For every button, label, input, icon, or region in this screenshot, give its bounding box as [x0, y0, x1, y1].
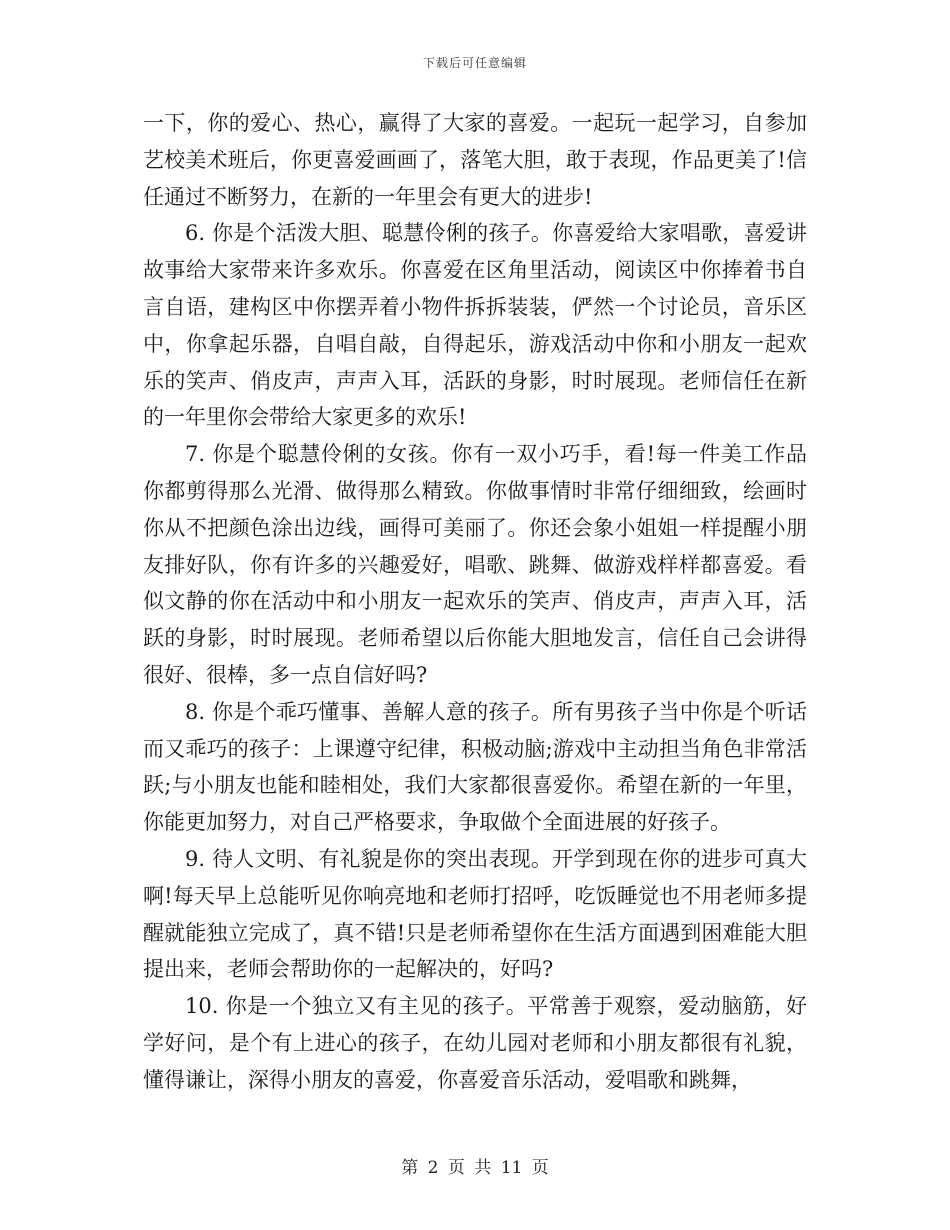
page-number-footer: 第 2 页 共 11 页 [401, 1158, 549, 1178]
page-header: 下载后可任意编辑 [422, 56, 527, 70]
paragraph-item-10: 10. 你是一个独立又有主见的孩子。平常善于观察，爱动脑筋，好学好问，是个有上进心的孩子，在幼儿园对老师和小朋友都很有礼貌，懂得谦让，深得小朋友的喜爱，你喜爱音乐活动，爱唱歌和跳舞， [143, 994, 807, 1092]
paragraph-item-6: 6. 你是个活泼大胆、聪慧伶俐的孩子。你喜爱给大家唱歌，喜爱讲故事给大家带来许多欢乐。你喜爱在区角里活动，阅读区中你捧着书自言自语，建构区中你摆弄着小物件拆拆装装，俨然一个讨论员，音乐区中，你拿起乐器，自唱自敲，自得起乐，游戏活动中你和小朋友一起欢乐的笑声、俏皮声，声声入耳，活跃的身影，时时展现。老师信任在新的一年里你会带给大家更多的欢乐! [143, 221, 807, 430]
paragraph-item-7: 7. 你是个聪慧伶俐的女孩。你有一双小巧手，看!每一件美工作品你都剪得那么光滑、做得那么精致。你做事情时非常仔细细致，绘画时你从不把颜色涂出边线，画得可美丽了。你还会象小姐姐一样提醒小朋友排好队，你有许多的兴趣爱好，唱歌、跳舞、做游戏样样都喜爱。看似文静的你在活动中和小朋友一起欢乐的笑声、俏皮声，声声入耳，活跃的身影，时时展现。老师希望以后你能大胆地发言，信任自己会讲得很好、很棒，多一点自信好吗? [143, 442, 807, 687]
document-body [143, 105, 807, 1099]
paragraph-continuation: 一下，你的爱心、热心，赢得了大家的喜爱。一起玩一起学习，自参加艺校美术班后，你更喜爱画画了，落笔大胆，敢于表现，作品更美了!信任通过不断努力，在新的一年里会有更大的进步! [143, 111, 807, 209]
paragraph-item-8: 8. 你是个乖巧懂事、善解人意的孩子。所有男孩子当中你是个听话而又乖巧的孩子：上课遵守纪律，积极动脑;游戏中主动担当角色非常活跃;与小朋友也能和睦相处，我们大家都很喜爱你。希望在新的一年里，你能更加努力，对自己严格要求，争取做个全面进展的好孩子。 [143, 699, 807, 835]
paragraph-item-9: 9. 待人文明、有礼貌是你的突出表现。开学到现在你的进步可真大啊!每天早上总能听见你响亮地和老师打招呼，吃饭睡觉也不用老师多提醒就能独立完成了，真不错!只是老师希望你在生活方面遇到困难能大胆提出来，老师会帮助你的一起解决的，好吗? [143, 846, 807, 982]
